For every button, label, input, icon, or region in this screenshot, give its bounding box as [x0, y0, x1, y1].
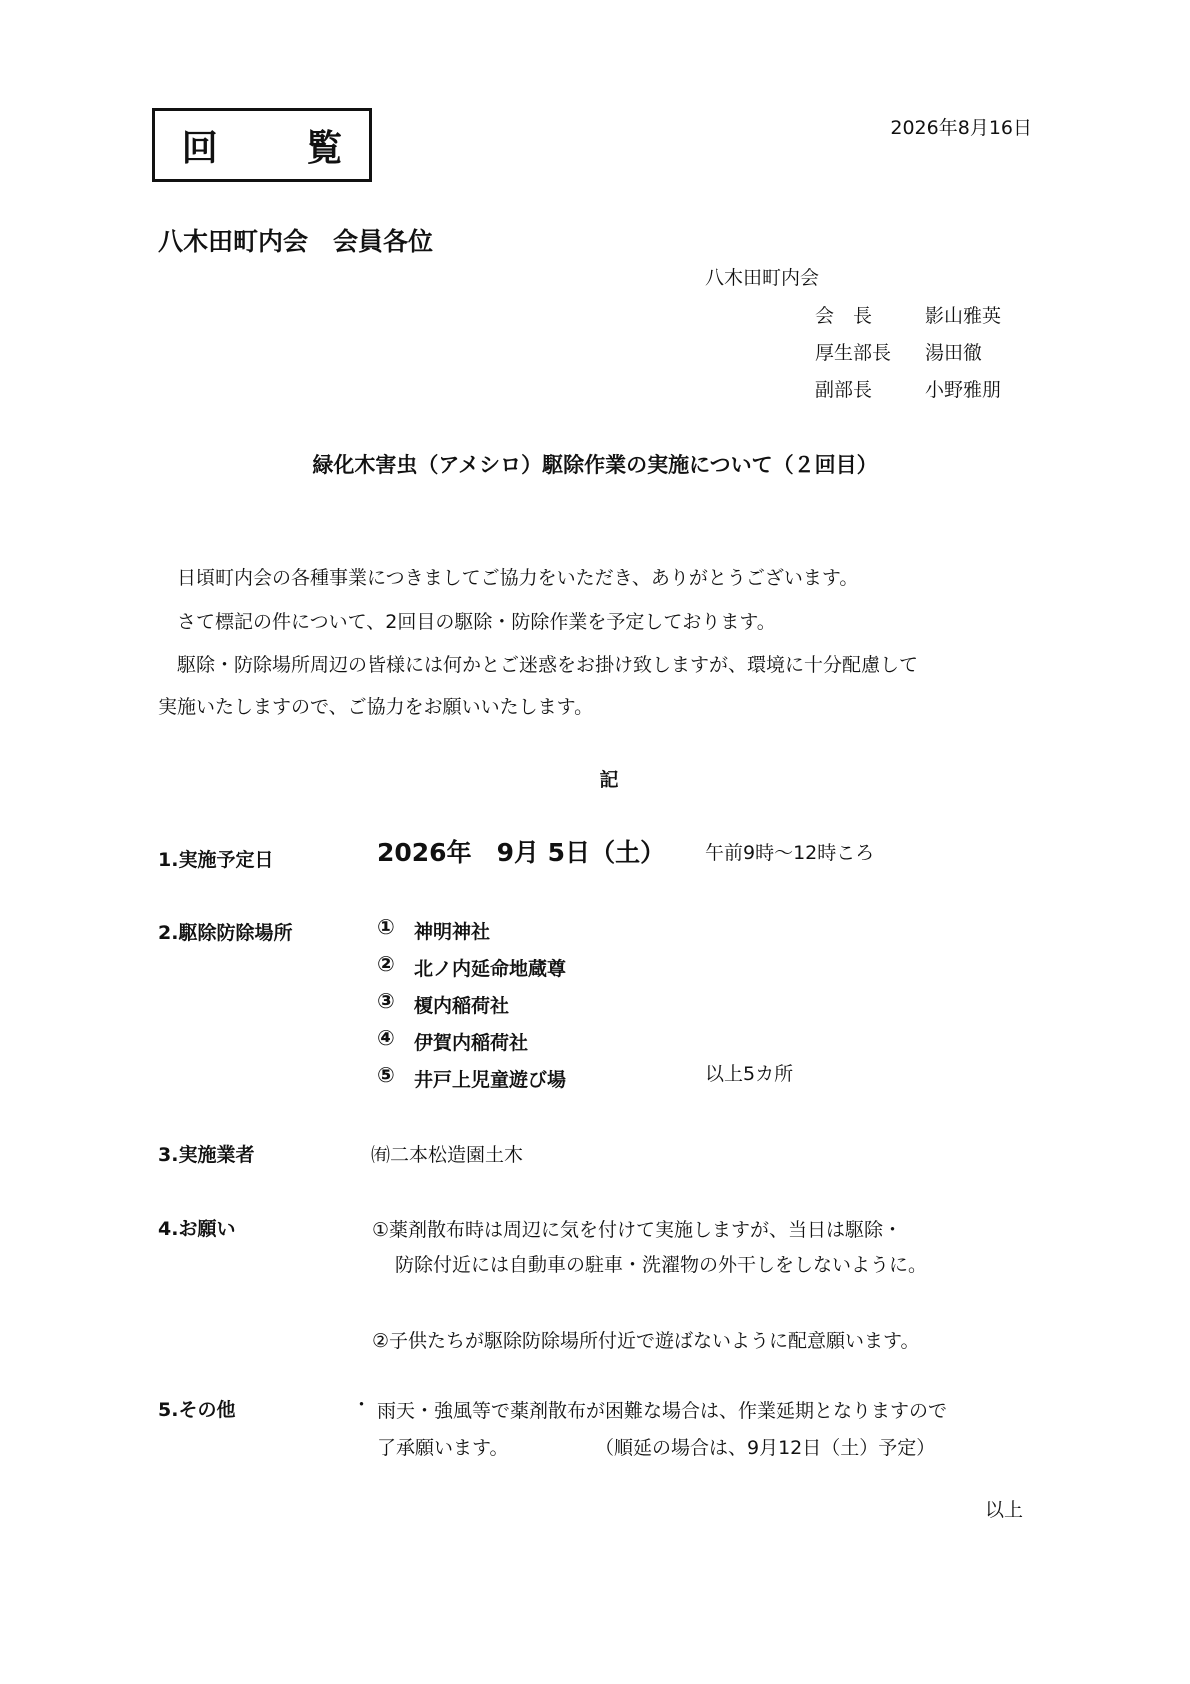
body-line: 日頃町内会の各種事業につきましてご協力をいただき、ありがとうございます。 [158, 567, 859, 589]
officer-name: 小野雅朋 [925, 379, 1002, 401]
place-name: 神明神社 [414, 921, 491, 943]
officer-role: 副部長 [815, 379, 873, 401]
place-number: ② [377, 952, 395, 976]
request-line: ②子供たちが駆除防除場所付近で遊ばないように配意願います。 [372, 1330, 920, 1352]
request-line: ①薬剤散布時は周辺に気を付けて実施しますが、当日は駆除・ [372, 1219, 903, 1241]
document-date: 2026年8月16日 [890, 117, 1032, 139]
postponement-note: （順延の場合は、9月12日（土）予定） [595, 1437, 936, 1459]
place-name: 伊賀内稲荷社 [414, 1032, 529, 1054]
sender-org: 八木田町内会 [705, 267, 820, 289]
place-number: ④ [377, 1026, 395, 1050]
kairan-stamp-box [152, 108, 381, 182]
officer-name: 湯田徹 [925, 342, 983, 364]
document-title: 緑化木害虫（アメシロ）駆除作業の実施について（２回目） [312, 453, 878, 477]
place-number: ③ [377, 989, 395, 1013]
place-name: 榎内稲荷社 [414, 995, 510, 1017]
ki-heading: 記 [599, 769, 619, 791]
kairan-label: 回 覧 [181, 127, 381, 169]
scheduled-date: 2026年 9月 5日（土） [377, 838, 666, 867]
item-label-date: 1.実施予定日 [158, 849, 274, 871]
scheduled-time: 午前9時～12時ころ [705, 842, 875, 864]
officer-name: 影山雅英 [925, 305, 1002, 327]
officer-role: 会 長 [815, 305, 873, 327]
contractor-name: ㈲二本松造園土木 [371, 1144, 524, 1166]
other-line: 雨天・強風等で薬剤散布が困難な場合は、作業延期となりますので [377, 1400, 948, 1422]
place-name: 井戸上児童遊び場 [414, 1069, 567, 1091]
addressee: 八木田町内会 会員各位 [158, 227, 434, 256]
closing-ijou: 以上 [984, 1499, 1023, 1521]
item-label-contractor: 3.実施業者 [158, 1144, 255, 1166]
place-number: ① [377, 915, 395, 939]
bullet-point: ・ [352, 1394, 372, 1416]
place-number: ⑤ [377, 1063, 395, 1087]
places-total: 以上5カ所 [705, 1063, 794, 1085]
place-name: 北ノ内延命地蔵尊 [414, 958, 567, 980]
body-line: さて標記の件について、2回目の駆除・防除作業を予定しております。 [158, 611, 776, 633]
body-line: 実施いたしますので、ご協力をお願いいたします。 [158, 696, 594, 718]
item-label-other: 5.その他 [158, 1399, 236, 1421]
item-label-requests: 4.お願い [158, 1218, 236, 1240]
other-line: 了承願います。 [377, 1437, 509, 1459]
request-line: 防除付近には自動車の駐車・洗濯物の外干しをしないように。 [395, 1254, 928, 1276]
officer-role: 厚生部長 [815, 342, 892, 364]
item-label-places: 2.駆除防除場所 [158, 922, 293, 944]
body-line: 駆除・防除場所周辺の皆様には何かとご迷惑をお掛け致しますが、環境に十分配慮して [158, 654, 919, 676]
